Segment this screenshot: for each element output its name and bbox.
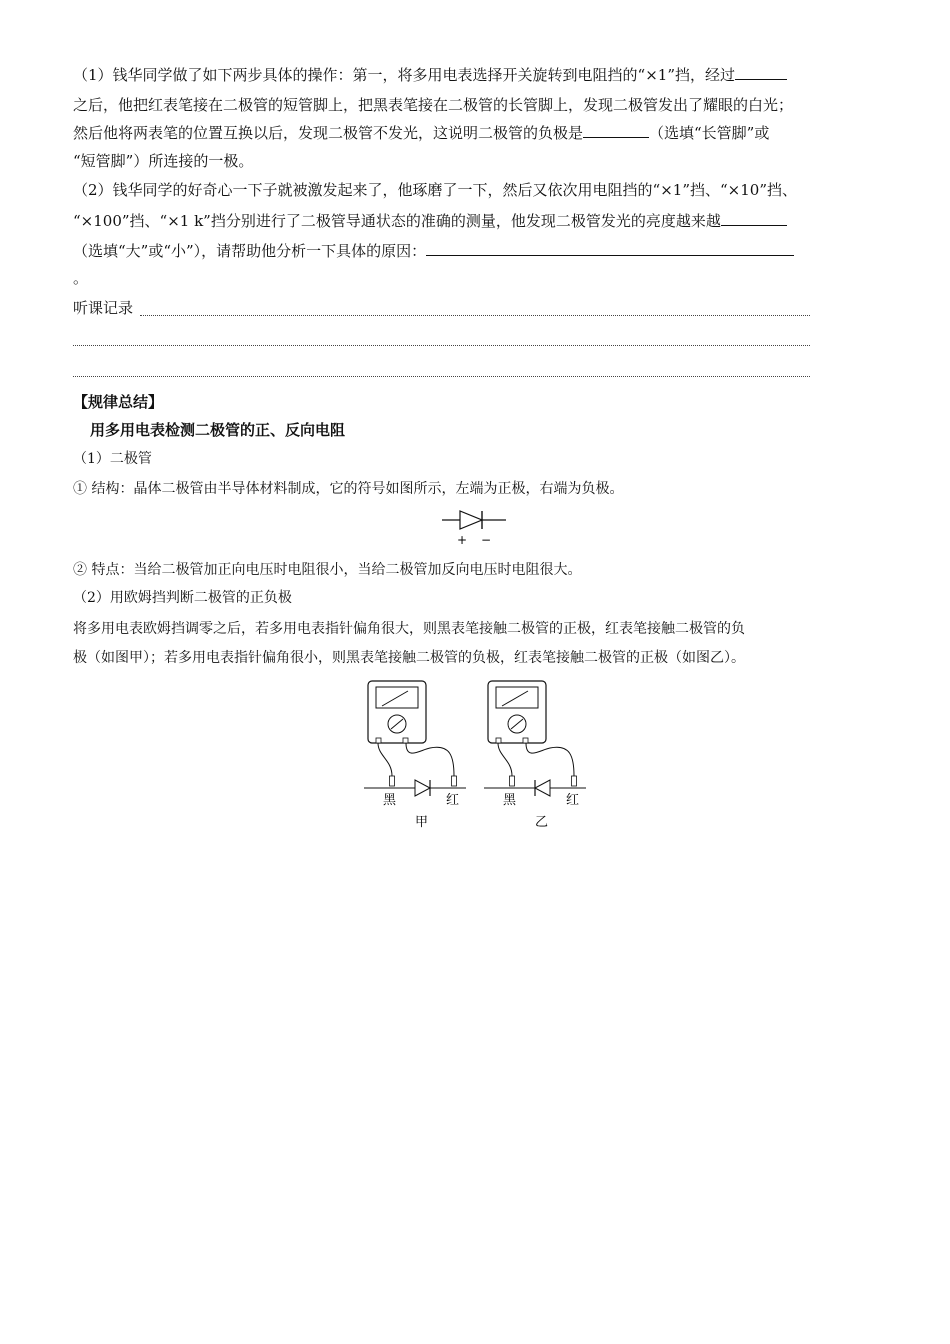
diode-triangle <box>460 511 482 529</box>
meter-left-lead-black <box>378 743 392 776</box>
meter-left-red-label: 红 <box>446 793 460 808</box>
summary-heading: 【规律总结】 <box>73 393 164 411</box>
method-line1: 将多用电表欧姆挡调零之后，若多用电表指针偏角很大，则黑表笔接触二极管的正极，红表笔接触二极管的负 <box>73 621 745 637</box>
notes-line-2[interactable] <box>73 345 810 346</box>
meter-left-lead-red <box>406 743 454 776</box>
meter-right-black-label: 黑 <box>503 793 517 808</box>
q1-blank-1[interactable] <box>735 64 787 80</box>
method-line2: 极（如图甲）；若多用电表指针偏角很小，则黑表笔接触二极管的负极，红表笔接触二极管的正极（如图乙）。 <box>73 650 745 666</box>
notes-line-3[interactable] <box>73 376 810 377</box>
meter-right <box>484 681 586 830</box>
q1-text-3a: 然后他将两表笔的位置互换以后，发现二极管不发光，这说明二极管的负极是 <box>73 124 584 142</box>
notes-label: 听课记录 <box>73 299 134 317</box>
summary-subheading: 用多用电表检测二极管的正、反向电阻 <box>90 421 346 439</box>
meter-right-terminal-black <box>496 738 501 743</box>
diode-plus-label: + <box>457 533 468 547</box>
q2-line2 <box>73 210 787 231</box>
q1-line3 <box>73 122 769 143</box>
meter-left-black-label: 黑 <box>383 793 397 808</box>
meter-right-caption: 乙 <box>535 815 549 830</box>
meter-right-probe-black <box>510 776 515 786</box>
meter-right-probe-red <box>572 776 577 786</box>
meter-left <box>364 681 466 830</box>
q1-line4: “短管脚”）所连接的一极。 <box>73 152 254 170</box>
meter-right-diode-triangle <box>535 780 550 796</box>
meter-right-terminal-red <box>523 738 528 743</box>
meter-left-probe-red <box>452 776 457 786</box>
meter-right-lead-black <box>498 743 512 776</box>
meter-right-red-label: 红 <box>566 793 580 808</box>
q1-blank-2[interactable] <box>583 122 649 138</box>
q2-blank-1[interactable] <box>721 210 787 226</box>
q1-line1 <box>73 64 787 85</box>
meter-left-terminal-red <box>403 738 408 743</box>
meter-left-caption: 甲 <box>415 815 429 830</box>
notes-line-1[interactable] <box>140 315 810 316</box>
diode-minus-label: − <box>481 533 492 547</box>
q1-line2: 之后，他把红表笔接在二极管的短管脚上，把黑表笔接在二极管的长管脚上，发现二极管发出了耀眼的白光； <box>73 96 794 114</box>
q2-text-2: “×100”挡、“×1 k”挡分别进行了二极管导通状态的准确的测量，他发现二极管发光的亮度越来越 <box>73 212 721 230</box>
q1-text-1: （1）钱华同学做了如下两步具体的操作：第一，将多用电表选择开关旋转到电阻挡的“×1”挡，经过 <box>73 66 735 84</box>
part2-title: （2）用欧姆挡判断二极管的正负极 <box>73 590 292 606</box>
q2-line1: （2）钱华同学的好奇心一下子就被激发起来了，他琢磨了一下，然后又依次用电阻挡的“×1”挡、“×10”挡、 <box>73 181 797 199</box>
multimeter-figures <box>360 676 600 836</box>
part1-title: （1）二极管 <box>73 451 152 467</box>
meter-left-probe-black <box>390 776 395 786</box>
diode-symbol <box>440 507 510 547</box>
structure-text: ① 结构：晶体二极管由半导体材料制成，它的符号如图所示，左端为正极，右端为负极。 <box>73 481 624 497</box>
q2-blank-2[interactable] <box>426 240 794 256</box>
meter-left-terminal-black <box>376 738 381 743</box>
q1-text-3b: （选填“长管脚”或 <box>649 124 770 142</box>
feature-text: ② 特点：当给二极管加正向电压时电阻很小，当给二极管加反向电压时电阻很大。 <box>73 562 582 578</box>
meter-right-lead-red <box>526 743 574 776</box>
q2-text-3: （选填“大”或“小”），请帮助他分析一下具体的原因： <box>73 242 427 260</box>
q2-line4: 。 <box>73 269 89 287</box>
meter-left-diode-triangle <box>415 780 430 796</box>
q2-line3 <box>73 240 794 261</box>
